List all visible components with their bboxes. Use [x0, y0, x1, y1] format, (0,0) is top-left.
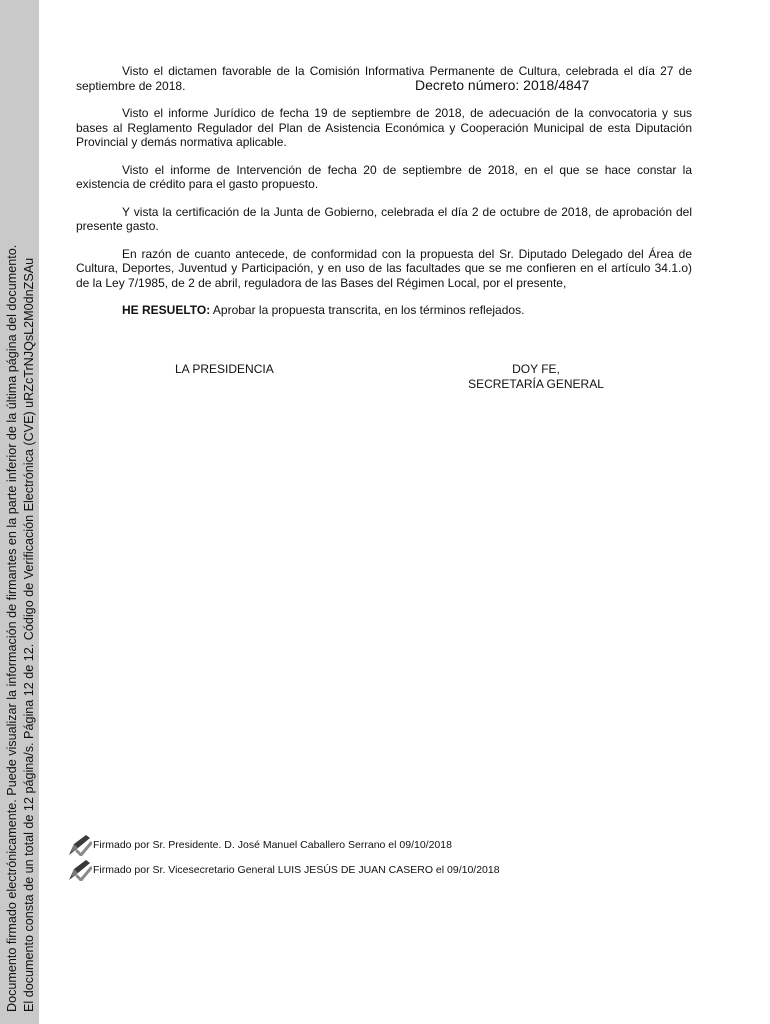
paragraph-informe-intervencion: Visto el informe de Intervención de fecha 20 de septiembre de 2018, en el que se hace constar la existencia de crédito para el gasto propuesto.: [76, 162, 692, 191]
signed-by-text: Firmado por Sr. Vicesecretario General LUIS JESÚS DE JUAN CASERO el 09/10/2018: [93, 864, 500, 876]
paragraph-text: Visto el dictamen favorable de la Comisión Informativa Permanente de Cultura, celebrada el día 27 de septiembre de 2018.: [76, 64, 692, 93]
decree-number: Decreto número: 2018/4847: [415, 77, 590, 93]
resolution-text: Aprobar la propuesta transcrita, en los términos reflejados.: [210, 303, 525, 317]
paragraph-informe-juridico: Visto el informe Jurídico de fecha 19 de septiembre de 2018, de adecuación de la convocatoria y sus bases al Reglamento Regulador del Plan de Asistencia Económica y Cooperación Municipal de esta Diputación Provincial y demás normativa aplicable.: [76, 106, 692, 149]
signed-by-text: Firmado por Sr. Presidente. D. José Manuel Caballero Serrano el 09/10/2018: [93, 839, 452, 851]
pen-signature-icon: [66, 834, 92, 856]
sidebar-notice-line-2: El documento consta de un total de 12 página/s. Página 12 de 12. Código de Verificación Electrónica (CVE) uRZcTrNJQsL2M0dnZSAu: [22, 257, 36, 1012]
pen-signature-icon: [66, 859, 92, 881]
signature-secretary: [456, 362, 616, 391]
resolution-paragraph: [76, 303, 692, 318]
signature-presidency: LA PRESIDENCIA: [175, 362, 274, 376]
paragraph-certificacion: Y vista la certificación de la Junta de Gobierno, celebrada el día 2 de octubre de 2018, de aprobación del presente gasto.: [76, 204, 692, 233]
sidebar-notice-line-1: Documento firmado electrónicamente. Puede visualizar la información de firmantes en la parte inferior de la última página del documento.: [5, 244, 19, 1012]
signature-secretary-line-1: DOY FE,: [512, 362, 560, 376]
sidebar-notice: [4, 12, 38, 1012]
document-body: [76, 64, 692, 331]
signature-secretary-line-2: SECRETARÍA GENERAL: [468, 376, 604, 391]
signed-by-row: [66, 859, 500, 881]
paragraph-dictamen: [76, 64, 692, 93]
resolution-label: HE RESUELTO:: [122, 303, 211, 317]
signed-by-row: [66, 834, 452, 856]
paragraph-conformidad: En razón de cuanto antecede, de conformidad con la propuesta del Sr. Diputado Delegado del Área de Cultura, Deportes, Juventud y Participación, y en uso de las facultades que se me confieren en el artículo 34.1.o) de la Ley 7/1985, de 2 de abril, reguladora de las Bases del Régimen Local, por el presente,: [76, 246, 692, 290]
electronic-signature-sidebar: [0, 0, 39, 1024]
